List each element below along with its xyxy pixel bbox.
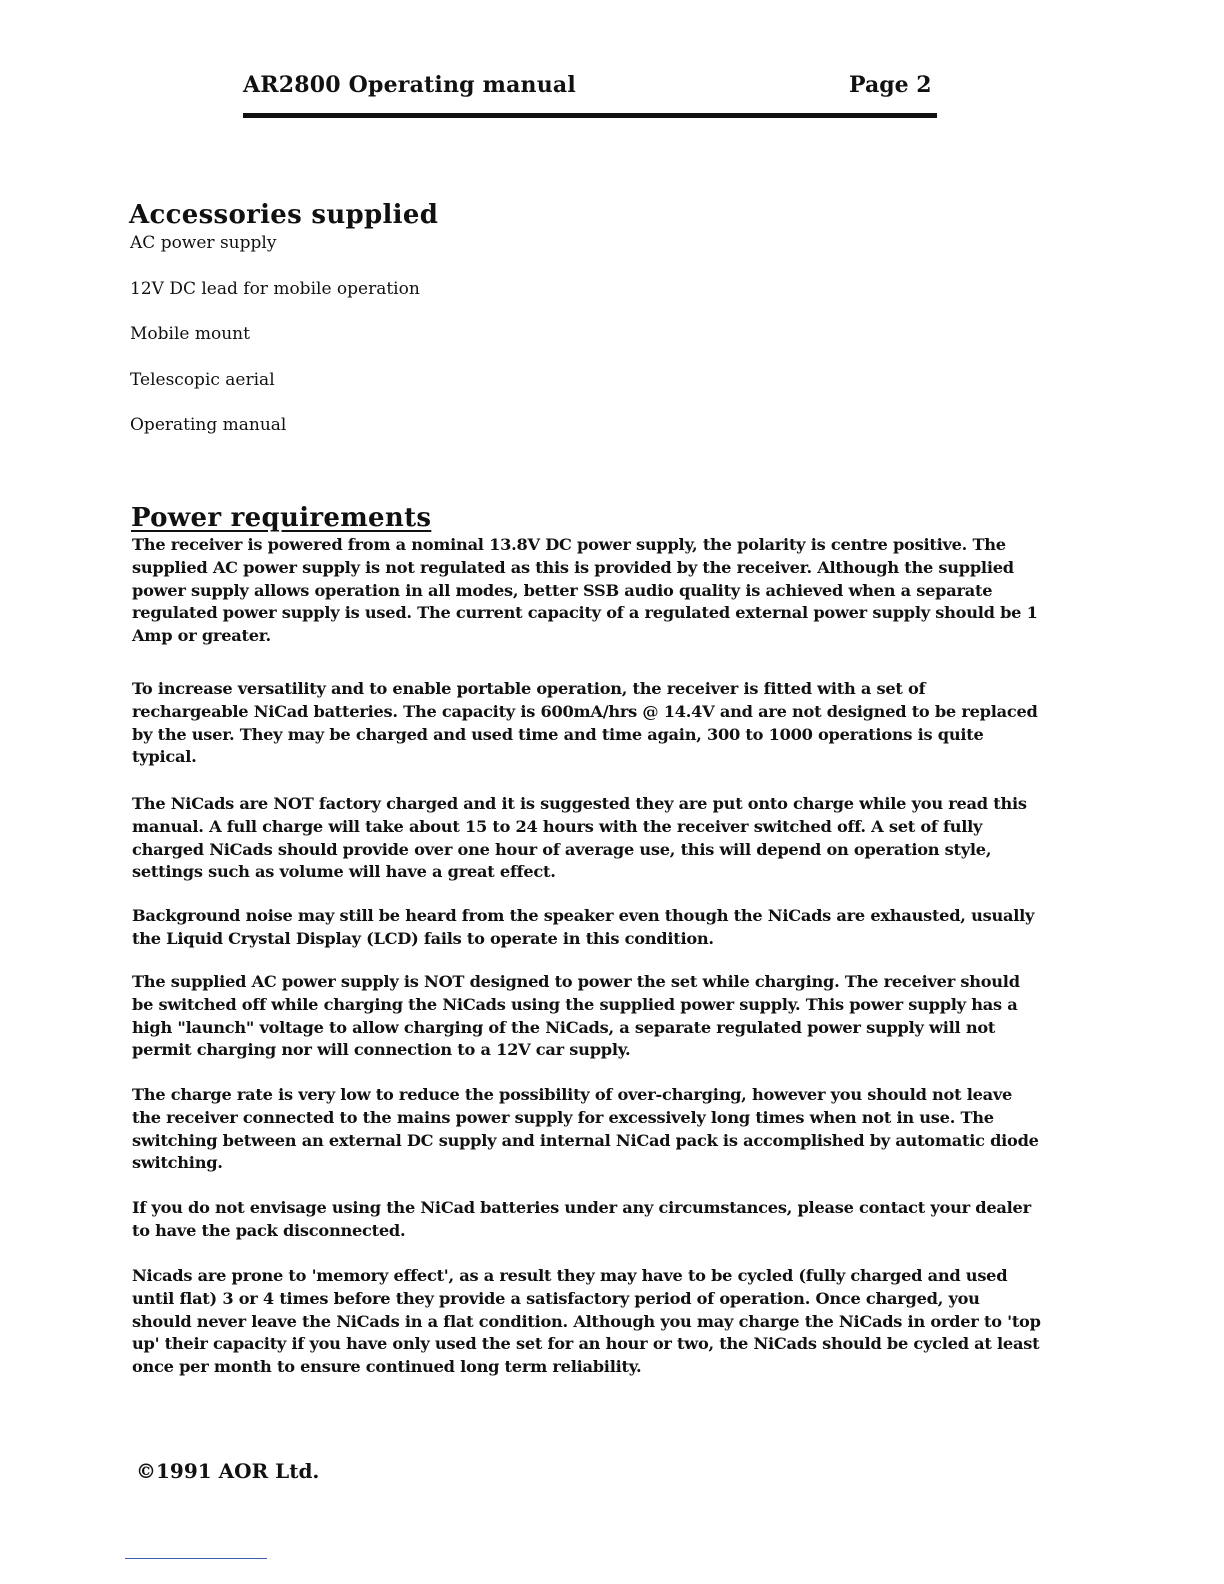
list-item: AC power supply	[130, 233, 277, 253]
list-item: Telescopic aerial	[130, 369, 275, 390]
paragraph-disconnect: If you do not envisage using the NiCad batteries under any circumstances, please contact your dealer to have the pack disconnected.	[132, 1198, 1031, 1240]
paragraph-memory-effect: Nicads are prone to 'memory effect', as a result they may have to be cycled (fully charged and used until flat) 3 or 4 times before they provide a satisfactory period of operation. Once charged, you should never leave the NiCads in a flat condition. Although you may charge the NiCads in order to 'top up' their capacity if you have only used the set for an hour or two, the NiCads should be cycled at least once per month to ensure continued long term reliability.	[132, 1266, 1041, 1377]
accessories-list	[130, 232, 420, 460]
copyright: ©1991 AOR Ltd.	[136, 1459, 320, 1483]
paragraph-background-noise: Background noise may still be heard from the speaker even though the NiCads are exhausted, usually the Liquid Crystal Display (LCD) fails to operate in this condition.	[132, 906, 1035, 948]
list-item: 12V DC lead for mobile operation	[130, 278, 420, 299]
list-item: Mobile mount	[130, 324, 250, 344]
list-item: Operating manual	[130, 415, 287, 435]
paragraph-nicad-batteries: To increase versatility and to enable portable operation, the receiver is fitted with a set of rechargeable NiCad batteries. The capacity is 600mA/hrs @ 14.4V and are not designed to be replaced by the user. They may be charged and used time and time again, 300 to 1000 operations is quite typical.	[132, 679, 1038, 767]
header-divider	[243, 113, 937, 118]
paragraph-power-supply: The receiver is powered from a nominal 13.8V DC power supply, the polarity is centre positive. The supplied AC power supply is not regulated as this is provided by the receiver. Although the supplied power supply allows operation in all modes, better SSB audio quality is achieved when a separate regulated power supply is used. The current capacity of a regulated external power supply should be 1 Amp or greater.	[132, 535, 1038, 646]
accessories-heading: Accessories supplied	[129, 199, 439, 230]
page-number: Page 2	[849, 72, 932, 98]
document-title: AR2800 Operating manual	[243, 72, 576, 98]
paragraph-ac-supply: The supplied AC power supply is NOT designed to power the set while charging. The receiver should be switched off while charging the NiCads using the supplied power supply. This power supply has a high "launch" voltage to allow charging of the NiCads, a separate regulated power supply will not permit charging nor will connection to a 12V car supply.	[132, 972, 1020, 1060]
paragraph-charge-rate: The charge rate is very low to reduce the possibility of over-charging, however you should not leave the receiver connected to the mains power supply for excessively long times when not in use. The switching between an external DC supply and internal NiCad pack is accomplished by automatic diode switching.	[132, 1085, 1039, 1173]
power-heading: Power requirements	[131, 502, 432, 533]
paragraph-charging: The NiCads are NOT factory charged and it is suggested they are put onto charge while you read this manual. A full charge will take about 15 to 24 hours with the receiver switched off. A set of fully charged NiCads should provide over one hour of average use, this will depend on operation style, settings such as volume will have a great effect.	[132, 794, 1027, 882]
footer-divider	[125, 1558, 267, 1559]
